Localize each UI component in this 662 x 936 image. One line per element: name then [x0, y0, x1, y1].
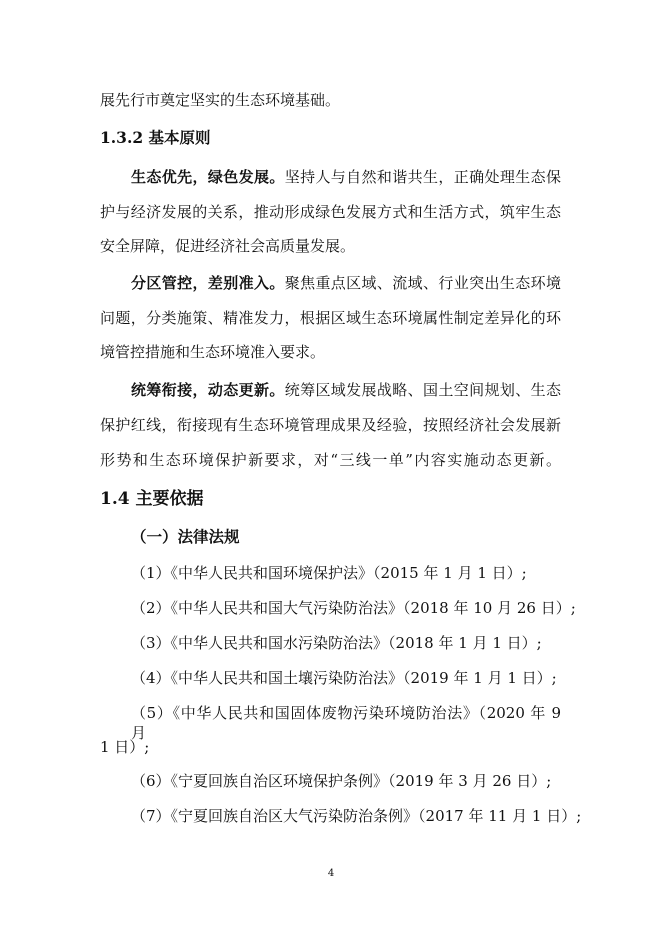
- principle-3-line: [131, 380, 561, 400]
- paragraph-line: 展先行市奠定坚实的生态环境基础。: [100, 91, 341, 109]
- principle-1-line: [131, 167, 561, 187]
- law-item: （2）《中华人民共和国大气污染防治法》（2018 年 10 月 26 日）;: [131, 599, 576, 617]
- paragraph-line: 护与经济发展的关系，推动形成绿色发展方式和生活方式，筑牢生态: [100, 203, 561, 221]
- line-text: 坚持人与自然和谐共生，正确处理生态保: [284, 168, 561, 186]
- law-item: （3）《中华人民共和国水污染防治法》（2018 年 1 月 1 日）;: [131, 634, 542, 652]
- law-item: （5）《中华人民共和国固体废物污染环境防治法》（2020 年 9 月: [131, 704, 561, 742]
- principle-2-line: [131, 273, 561, 293]
- law-item: （4）《中华人民共和国土壤污染防治法》（2019 年 1 月 1 日）;: [131, 669, 557, 687]
- paragraph-line: 安全屏障，促进经济社会高质量发展。: [100, 237, 356, 255]
- section-heading-1-4: 1.4 主要依据: [100, 489, 204, 509]
- paragraph-line: 问题，分类施策、精准发力，根据区域生态环境属性制定差异化的环: [100, 309, 561, 327]
- law-item: （7）《宁夏回族自治区大气污染防治条例》（2017 年 11 月 1 日）;: [131, 807, 582, 825]
- paragraph-line: 形势和生态环境保护新要求，对“三线一单”内容实施动态更新。: [100, 451, 561, 469]
- principle-lead: 分区管控，差别准入。: [131, 274, 285, 292]
- line-text: 统筹区域发展战略、国土空间规划、生态: [284, 381, 561, 399]
- law-item: （1）《中华人民共和国环境保护法》（2015 年 1 月 1 日）;: [131, 564, 527, 582]
- section-heading-1-3-2: 1.3.2 基本原则: [100, 128, 211, 147]
- law-item: （6）《宁夏回族自治区环境保护条例》（2019 年 3 月 26 日）;: [131, 772, 552, 790]
- paragraph-line: 境管控措施和生态环境准入要求。: [100, 343, 326, 361]
- principle-lead: 统筹衔接，动态更新。: [131, 381, 285, 399]
- paragraph-line: 保护红线，衔接现有生态环境管理成果及经验，按照经济社会发展新: [100, 416, 561, 434]
- principle-lead: 生态优先，绿色发展。: [131, 168, 285, 186]
- page-number: 4: [327, 868, 335, 879]
- subsection-heading: （一）法律法规: [131, 527, 240, 546]
- line-text: 聚焦重点区域、流域、行业突出生态环境: [284, 274, 561, 292]
- law-item-continuation: 1 日）;: [100, 738, 150, 756]
